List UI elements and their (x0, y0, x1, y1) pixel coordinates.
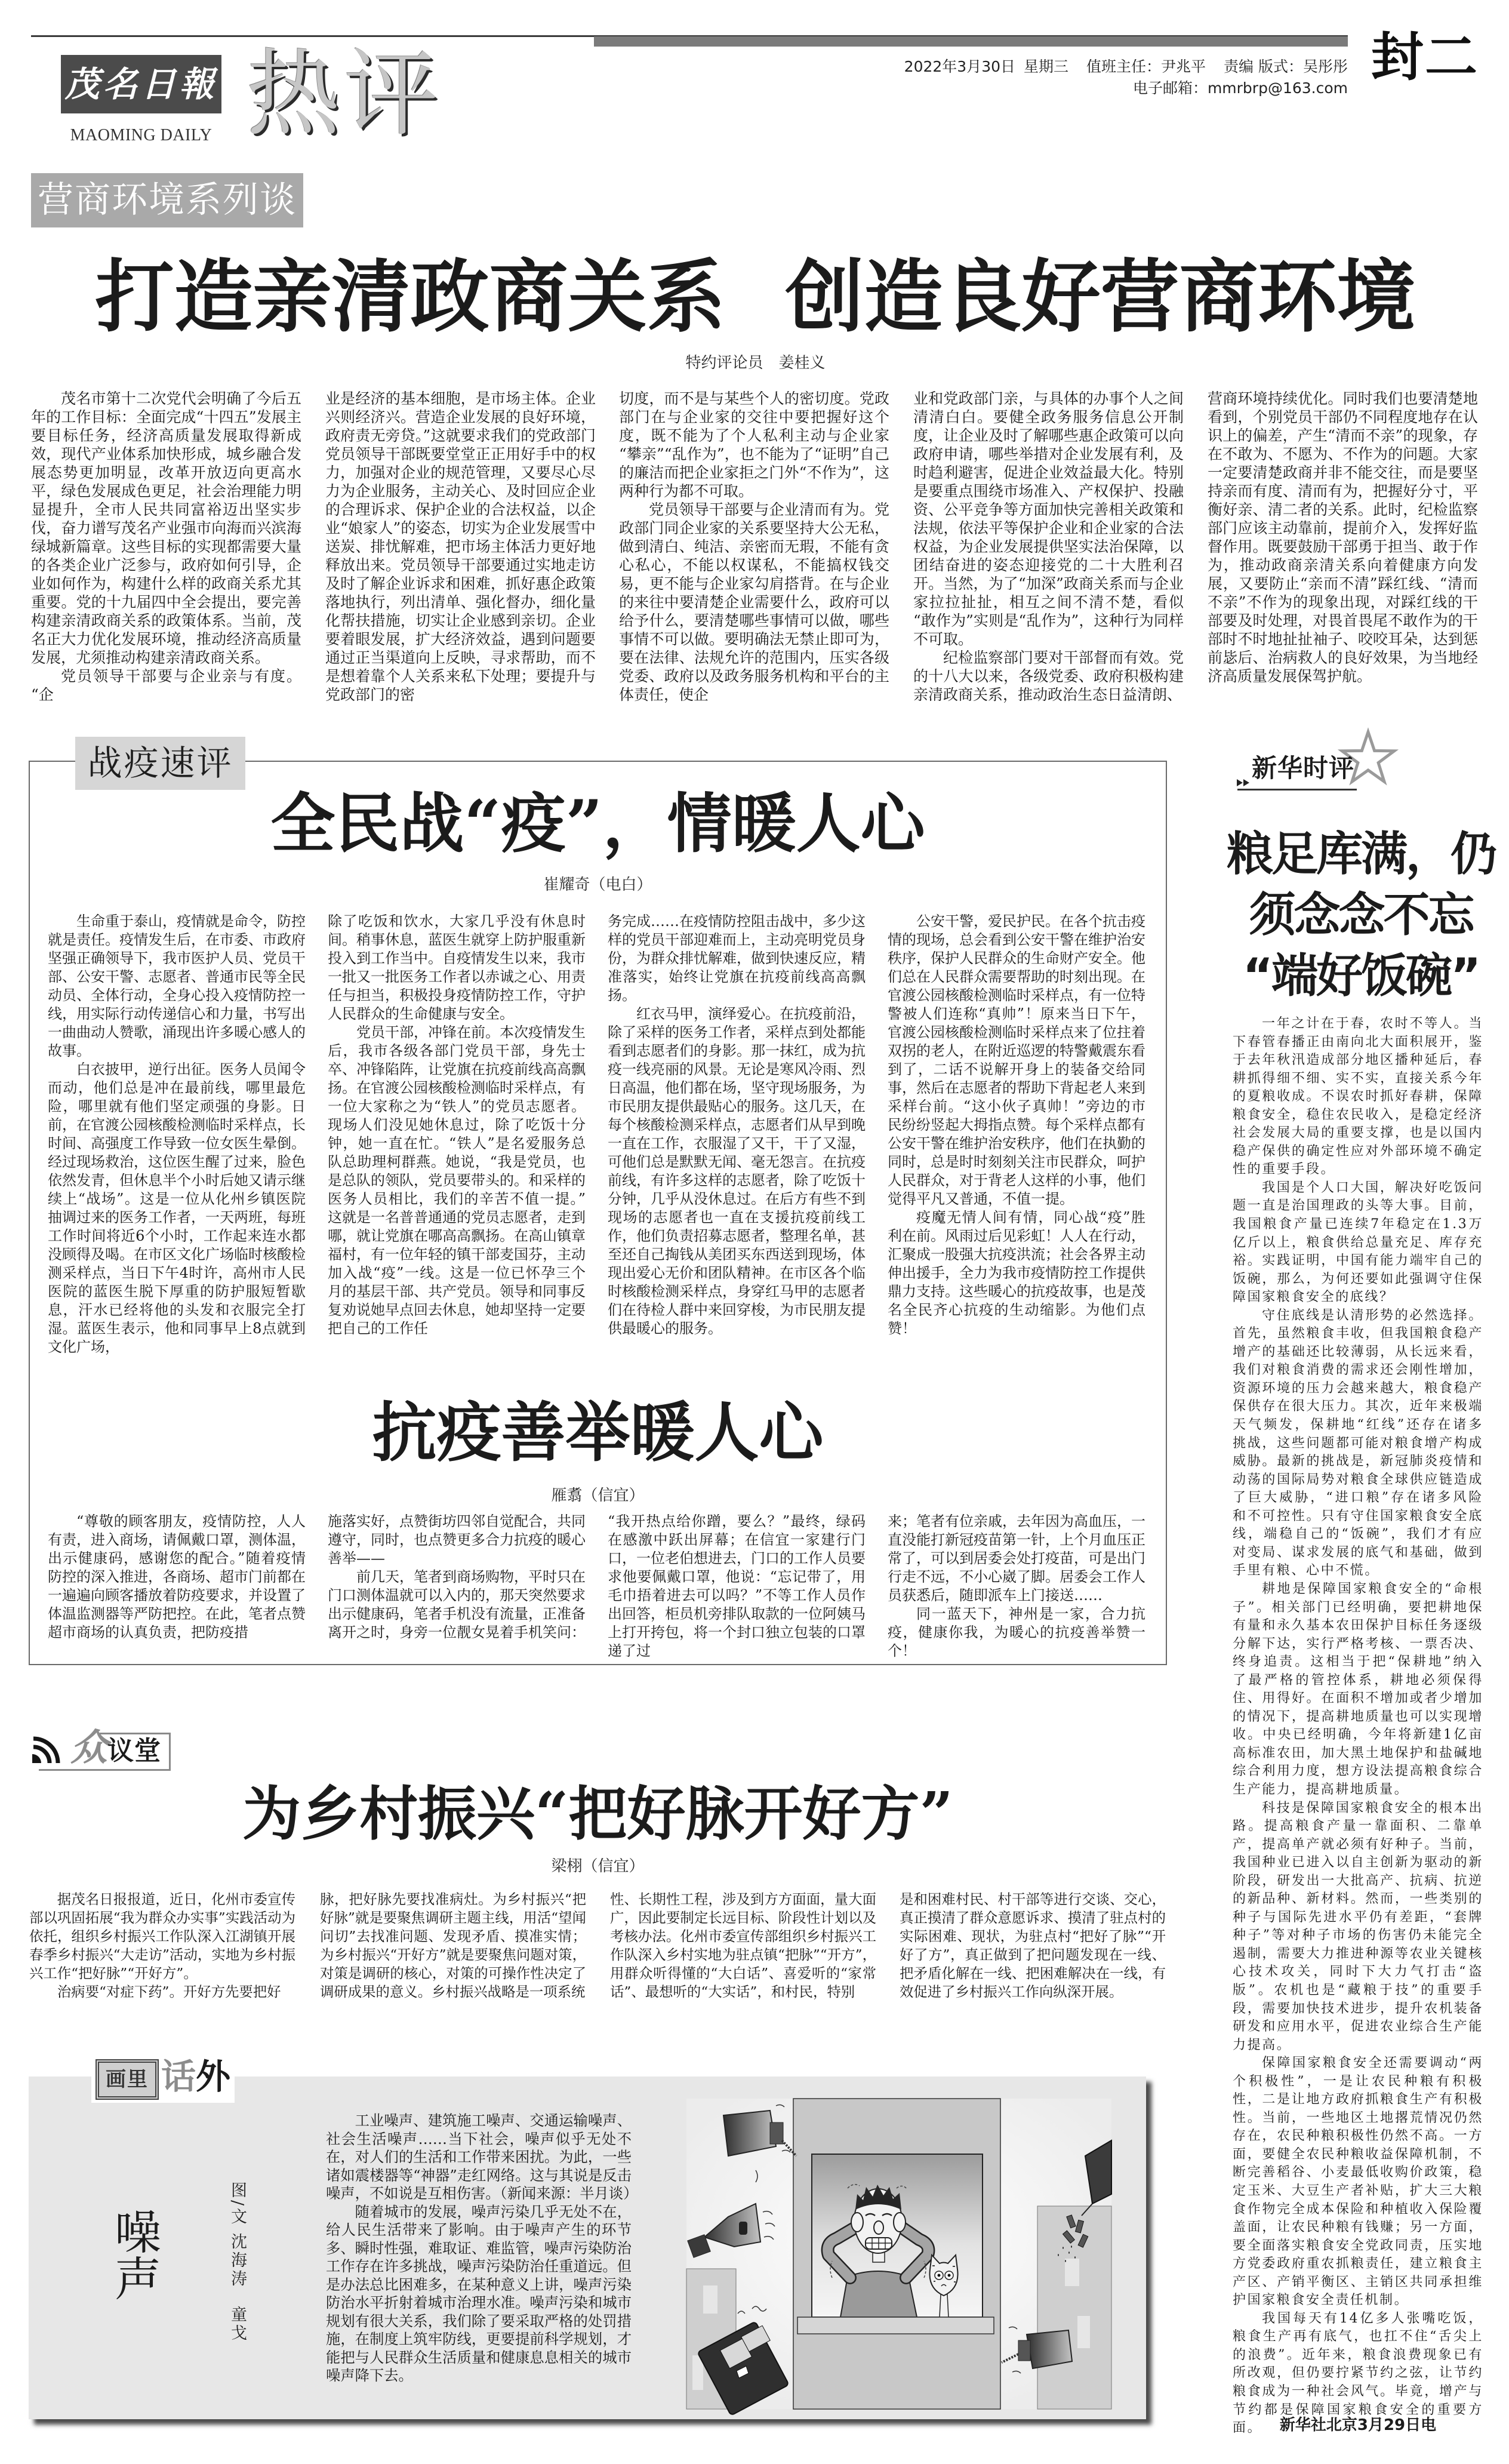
window-sill (797, 2317, 994, 2334)
paragraph: 耕地是保障国家粮食安全的“命根子”。相关部门已经明确，要把耕地保有量和永久基本农田保护目标任务逐级分解下达，实行严格考核、一票否决、终身追责。这相当于把“保耕地”纳入了最严格的管控体系，耕地必须保得住、用得好。在面积不增加或者少增加的情况下，提高耕地质量也可以实现增收。中央已经明确，今年将新建1亿亩高标准农田，加大黑土地保护和盐碱地综合利用力度，想方设法提高粮食综合生产能力，提高耕地质量。 (1233, 1581, 1483, 1797)
noise-cartoon-illustration (686, 2099, 1111, 2409)
label-frame-right (169, 1733, 171, 1771)
paragraph: 务完成……在疫情防控阻击战中，多少这样的党员干部迎难而上，主动亮明党员身份，为群众排忧解难，做到快速反应，精准落实，始终让党旗在抗疫前线高高飘扬。 (608, 913, 866, 1004)
paragraph: 保障国家粮食安全还需要调动“两个积极性”，一是让农民种粮有积极性，二是让地方政府抓粮食生产有积极性。当前，一些地区土地撂荒情况仍然存在，农民种粮积极性仍然不高。一方面，要健全农民种粮收益保障机制，不断完善稻谷、小麦最低收购价政策，稳定玉米、大豆生产者补贴，扩大三大粮食作物完全成本保险和种植收入保险覆盖面，让农民种粮有钱赚；另一方面，要全面落实粮食安全党政同责，压实地方党委政府重农抓粮责任，建立粮食主产区、产销平衡区、主销区共同承担维护国家粮食安全责任机制。 (1233, 2056, 1483, 2308)
paragraph: 来；笔者有位亲戚，去年因为高血压，一直没能打新冠疫苗第一针，上个月血压正常了，可以到居委会处打疫苗，可是出门行走不远，不小心崴了脚。居委会工作人员获悉后，随即派车上门接送…… (888, 1513, 1145, 1604)
headline-epidemic-1: 全民战“疫”，情暖人心 (270, 786, 925, 862)
paragraph: 随着城市的发展，噪声污染几乎无处不在，给人民生活带来了影响。由于噪声产生的环节多、瞬时性强，难取证、难监管，噪声污染防治工作存在许多挑战，噪声污染防治任重道远。但是办法总比困难多，在某种意义上讲，噪声污染防治水平折射着城市治理水准。噪声污染和城市规划有很大关系，我们除了要采取严格的处罚措施，在制度上筑牢防线，更要提前科学规划，才能把与人民群众生活质量和健康息息相关的城市噪声降下去。 (326, 2202, 632, 2384)
paragraph: 纪检监察部门要对干部督而有效。党的十八大以来，各级党委、政府积极构建亲清政商关系，推动政治生态日益清朗、 (913, 649, 1184, 703)
masthead-logo (61, 55, 221, 113)
byline-business: 特约评论员 姜桂义 (685, 354, 826, 372)
byline-epidemic-1: 崔耀奇（电白） (543, 876, 652, 894)
article-column (325, 389, 596, 703)
paragraph: 公安干警，爱民护民。在各个抗击疫情的现场，总会看到公安干警在维护治安秩序，保护人民群众的生命财产安全。他们总在人民群众需要帮助的时刻出现。在官渡公园核酸检测临时采样点，有一位特警被人们连称“真帅”！原来当日下午，官渡公园核酸检测临时采样点来了位拄着双拐的老人，在附近巡逻的特警戴震东看到了，二话不说解开身上的装备交给同事，然后在志愿者的帮助下背起老人来到采样台前。“这小伙子真帅！”旁边的市民纷纷竖起大拇指点赞。每个采样点都有公安干警在维护治安秩序，他们在执勤的同时，总是时时刻刻关注市民群众，呵护人民群众，对于背老人这样的小事，他们觉得平凡又普通，不值一提。 (888, 913, 1145, 1207)
section-label-epidemic: 战疫速评 (75, 737, 245, 790)
article-column (608, 1512, 866, 1659)
byline-epidemic-2: 雁翥（信宜） (551, 1487, 645, 1505)
label-underline (1237, 789, 1357, 790)
paragraph: 同一蓝天下，神州是一家，合力抗疫，健康你我，为暖心的抗疫善举赞一个！ (888, 1605, 1145, 1659)
paragraph: 工业噪声、建筑施工噪声、交通运输噪声、社会生活噪声……当下社会，噪声似乎无处不在，对人们的生活和工作带来困扰。为此，一些诸如震楼器等“神器”走红网络。这与其说是反击噪声，不如说是互相伤害。（新闻来源：半月谈） (326, 2112, 638, 2202)
article-column (328, 1512, 586, 1651)
paragraph: 白衣披甲，逆行出征。医务人员闻令而动，他们总是冲在最前线，哪里最危险，哪里就有他们坚定顽强的身影。日前，在官渡公园核酸检测临时采样点，长时间、高强度工作导致一位女医生晕倒。经过现场救治，这位医生醒了过来，脸色依然发青，但休息半个小时后她又请示继续上“战场”。这是一位从化州乡镇医院抽调过来的医务工作者，一天两班，每班工作时间将近6个小时，工作起来连水都没顾得及喝。在市区文化广场临时核酸检测采样点，当日下午4时许，高州市人民医院的蓝医生脱下厚重的防护服短暂歇息，汗水已经将他的头发和衣服完全打湿。蓝医生表示，他和同事早上8点就到文化广场， (48, 1061, 306, 1355)
paragraph: 守住底线是认清形势的必然选择。首先，虽然粮食丰收，但我国粮食稳产增产的基础还比较薄弱，从长远来看，我们对粮食消费的需求还会刚性增加，资源环境的压力会越来越大，粮食稳产保供存在很大压力。其次，近年来极端天气频发，保耕地“红线”还存在诸多挑战，这些问题都可能对粮食增产构成威胁。最新的挑战是，新冠肺炎疫情和动荡的国际局势对粮食全球供应链造成了巨大威胁，“进口粮”存在诸多风险和不可控性。只有守住国家粮食安全底线，端稳自己的“饭碗”，我们才有应对变局、谋求发展的底气和基础，做到手里有粮、心中不慌。 (1233, 1308, 1483, 1579)
headline-business (31, 251, 1480, 343)
article-column (328, 912, 586, 1360)
article-column (619, 389, 889, 703)
paragraph: 党员领导干部要与企业清而有为。党政部门同企业家的关系要坚持大公无私，做到清白、纯洁、亲密而无瑕，不能有贪心私心，不能以权谋私，不能搞权钱交易，更不能与企业家勾肩搭背。在与企业的来往中要清楚企业需要什么，政府可以给予什么，要清楚哪些事情可以做，哪些事情不可以做。要明确法无禁止即可为，要在法律、法规允许的范围内，压实各级党委、政府以及政务服务机构和平台的主体责任，使企 (619, 501, 889, 703)
article-column (31, 389, 301, 703)
paragraph: “尊敬的顾客朋友，疫情防控，人人有责，进入商场，请佩戴口罩，测体温，出示健康码，感谢您的配合。”随着疫情防控的深入推进，各商场、超市门前都在一遍遍向顾客播放着防疫要求，并设置了体温监测器等严防把控。在此，笔者点赞超市商场的认真负责，把防疫措 (48, 1513, 306, 1641)
headline-line: “端好饭碗” (1242, 949, 1480, 1003)
article-column (608, 912, 866, 1360)
paragraph: 营商环境持续优化。同时我们也要清楚地看到，个别党员干部仍不同程度地存在认识上的偏差，产生“清而不亲”的现象，存在不敢为、不愿为、不作为的问题。大家一定要清楚政商并非不能交往，而是要坚持亲而有度、清而有为，把握好分寸，平衡好亲、清二者的关系。此时，纪检监察部门应该主动靠前，提前介入，发挥好监督作用。既要鼓励干部勇于担当、敢于作为，推动政商亲清关系向着健康方向发展，又要防止“亲而不清”踩红线、“清而不亲”不作为的现象出现，对踩红线的干部要及时处理，对畏首畏尾不敢作为的干部时不时地扯扯袖子、咬咬耳朵，达到惩前毖后、治病救人的良好效果，为当地经济高质量发展保驾护航。 (1208, 390, 1478, 685)
paragraph: 党员干部，冲锋在前。本次疫情发生后，我市各级各部门党员干部，身先士卒、冲锋陷阵，让党旗在抗疫前线高高飘扬。在官渡公园核酸检测临时采样点，有一位大家称之为“铁人”的党员志愿者。现场人们没见她休息过，除了吃饭十分钟，她一直在忙。“铁人”是名爱服务总队总助理柯群燕。她说，“我是党员，也是总队的领队，党员要带头的。和采样的医务人员相比，我们的辛苦不值一提。”这就是一名普普通通的党员志愿者，走到哪，就让党旗在哪高高飘扬。在高山镇章福村，有一位年轻的镇干部麦国芬，主动加入战“疫”一线。这是一位已怀孕三个月的基层干部、共产党员。领导和同事反复劝说她早点回去休息，她却坚持一定要把自己的工作任 (328, 1024, 586, 1337)
paragraph: 我国是个人口大国，解决好吃饭问题一直是治国理政的头等大事。目前，我国粮食产量已连续7年稳定在1.3万亿斤以上，粮食供给总量充足、库存充裕。实践证明，中国有能力端牢自己的饭碗，那么，为何还要如此强调守住保障国家粮食安全的底线？ (1233, 1180, 1483, 1305)
issue-weekday: 星期三 (1024, 58, 1069, 75)
article-column (29, 1890, 295, 2007)
headline-line: 粮足库满，仍 (1226, 828, 1495, 881)
paragraph: “我开热点给你蹭，要么？”最终，绿码在感激中跃出屏幕；在信宜一家建行门口，一位老伯想进去，门口的工作人员要求他要佩戴口罩，他说：“忘记带了，用毛巾捂着进去可以吗？”不等工作人员作出回答，柜员机旁排队取款的一位阿姨马上打开挎包，将一个封口独立包装的口罩递了过 (608, 1513, 866, 1659)
paragraph: 切度，而不是与某些个人的密切度。党政部门在与企业家的交往中要把握好这个度，既不能为了个人私利主动与企业家“攀亲”“乱作为”，也不能为了“证明”自己的廉洁而把企业家拒之门外“不作为”，这两种行为都不可取。 (619, 390, 889, 500)
paragraph: 性、长期性工程，涉及到方方面面，量大面广，因此要制定长远目标、阶段性计划以及考核办法。化州市委宣传部组织乡村振兴工作队深入乡村实地为驻点镇“把脉”“开方”，用群众听得懂的“大白话”、喜爱听的“家常话”、最想听的“大实话”，和村民，特别 (610, 1891, 876, 2000)
cartoon-commentary (326, 2112, 638, 2392)
series-label: 营商环境系列谈 (31, 173, 303, 227)
paragraph: 茂名市第十二次党代会明确了今后五年的工作目标：全面完成“十四五”发展主要目标任务，经济高质量发展取得新成效，现代产业体系加快形成，城乡融合发展态势更加明显，改革开放迈向更高水平，绿色发展成色更足，社会治理能力明显提升，全市人民共同富裕迈出坚实步伐，奋力谱写茂名产业强市向海而兴滨海绿城新篇章。这些目标的实现都需要大量的各类企业广泛参与，政府如何引导，企业如何作为，构建什么样的政商关系尤其重要。党的十九届四中全会提出，要完善构建亲清政商关系的政策体系。当前，茂名正大力优化发展环境，推动经济高质量发展，尤须推动构建亲清政商关系。 (31, 390, 301, 666)
logo-chinese: 茂名日報 (64, 64, 218, 104)
paragraph: 党员领导干部要与企业亲与有度。“企 (31, 667, 301, 703)
forum-label-lead: 众 (70, 1725, 108, 1769)
headline-epidemic-2: 抗疫善举暖人心 (372, 1395, 824, 1471)
paragraph: 红衣马甲，演绎爱心。在抗疫前沿，除了采样的医务工作者，采样点到处都能看到志愿者们的身影。那一抹红，成为抗疫一线亮丽的风景。无论是寒风冷雨、烈日高温，他们都在场，坚守现场服务，为市民朋友提供最贴心的服务。这几天，在每个核酸检测采样点，志愿者们从早到晚一直在工作，衣服湿了又干，干了又湿，可他们总是默默无闻、毫无怨言。在抗疫前线，有许多这样的志愿者，除了吃饭十分钟，几乎从没休息过。在后方有些不到现场的志愿者也一直在支援抗疫前线工作，他们负责招募志愿者，整理名单，甚至还自己掏钱从美团买东西送到现场，体现出爱心无价和团队精神。在市区各个临时核酸检测采样点，身穿红马甲的志愿者们在待检人群中来回穿梭，为市民朋友提供最暖心的服务。 (608, 1005, 866, 1337)
right-building (1037, 2206, 1111, 2409)
paragraph: 脉，把好脉先要找准病灶。为乡村振兴“把好脉”就是要聚焦调研主题主线，用活“望闻问切”去找准问题、发现矛盾、摸准实情；为乡村振兴“开好方”就是要聚焦问题对策，对策是调研的核心，对策的可操作性决定了调研成果的意义。乡村振兴战略是一项系统 (320, 1891, 586, 2000)
paragraph: 生命重于泰山，疫情就是命令，防控就是责任。疫情发生后，在市委、市政府坚强正确领导下，我市医护人员、党员干部、公安干警、志愿者、普通市民等全民动员、全体行动，全身心投入疫情防控一线，用实际行动传递信心和力量，书写出一曲曲动人赞歌，涌现出许多暖心感人的故事。 (48, 913, 306, 1059)
paragraph: 除了吃饭和饮水，大家几乎没有休息时间。稍事休息，蓝医生就穿上防护服重新投入到工作当中。自疫情发生以来，我市一批又一批医务工作者以赤诚之心、用责任与担当，积极投身疫情防控工作，守护人民群众的生命健康与安全。 (328, 913, 586, 1022)
issue-info (746, 58, 1348, 76)
cartoon-credit-name: 沈海涛 (228, 2233, 247, 2288)
cartoon-credit-name: 童戈 (228, 2306, 247, 2343)
paragraph: 据茂名日报报道，近日，化州市委宣传部以巩固拓展“我为群众办实事”实践活动为依托，组织乡村振兴工作队深入江湖镇开展春季乡村振兴“大走访”活动，实地为乡村振兴工作“把好脉”“开好方”。 (29, 1891, 295, 1982)
article-column (610, 1890, 876, 2007)
paragraph: 业和党政部门亲，与具体的办事个人之间清清白白。要健全政务服务信息公开制度，让企业及时了解哪些惠企政策可以向政府申请，哪些举措对企业发展有利，及时趋利避害，促进企业效益最大化。特别是要重点围绕市场准入、产权保护、投融资、公平竞争等方面加快完善相关政策和法规，依法平等保护企业和企业家的合法权益，为企业发展提供坚实法治保障，以团结奋进的姿态迎接党的二十大胜利召开。当然，为了“加深”政商关系而与企业家拉拉扯扯，相互之间不清不楚，看似“敢作为”实则是“乱作为”，这种行为同样不可取。 (913, 390, 1184, 648)
paragraph: 疫魔无情人间有情，同心战“疫”胜利在前。风雨过后见彩虹！人人在行动，汇聚成一股强大抗疫洪流；社会各界主动伸出援手，全力为我市疫情防控工作提供鼎力支持。这些暖心的抗疫故事，也是茂名全民齐心抗疫的生动缩影。为他们点赞！ (888, 1209, 1145, 1337)
article-column (1208, 389, 1478, 688)
headline-xinhua (1224, 824, 1498, 1007)
cartoon-title: 噪声 (107, 2208, 161, 2301)
label-frame-bottom (39, 1769, 171, 1771)
editor-layout: 责编 版式：吴彤彤 (1224, 58, 1348, 75)
label-frame-top (100, 1733, 170, 1734)
duty-chief: 值班主任：尹兆平 (1086, 58, 1206, 75)
headline-line: 须念念不忘 (1249, 888, 1473, 942)
forum-label-rest: 议堂 (107, 1736, 161, 1766)
article-column (48, 912, 306, 1360)
top-gray-bar (594, 36, 1348, 47)
paragraph: 一年之计在于春，农时不等人。当下春管春播正由南向北大面积展开，鉴于去年秋汛造成部分地区播种延后，春耕抓得细不细、实不实，直接关系今年的夏粮收成。不误农时抓好春耕，保障粮食安全，稳住农民收入，是稳定经济社会发展大局的重要支撑，也是以国内稳产保供的确定性应对外部环境不确定性的重要手段。 (1233, 1016, 1483, 1177)
dateline: 新华社北京3月29日电 (1279, 2416, 1437, 2434)
article-column (888, 912, 1145, 1360)
paragraph: 业是经济的基本细胞，是市场主体。企业兴则经济兴。营造企业发展的良好环境，政府责无旁贷。”这就要求我们的党政部门党员领导干部既要堂堂正正用好手中的权力，加强对企业的规范管理，又要尽心尽力为企业服务，主动关心、及时回应企业的合理诉求、保护企业的合法权益，以企业“娘家人”的姿态，切实为企业发展雪中送炭、排忧解难，把市场主体活力更好地释放出来。党员领导干部要通过实地走访及时了解企业诉求和困难，抓好惠企政策落地执行，列出清单、强化督办，细化量化帮扶措施，切实让企业感到亲切。企业要着眼发展，扩大经济效益，遇到问题要通过正当渠道向上反映，寻求帮助，而不是想着靠个人关系来私下处理；要提升与党政部门的密 (325, 390, 596, 703)
paragraph: 施落实好，点赞街坊四邻自觉配合，共同遵守，同时，也点赞更多合力抗疫的暖心善举—— (328, 1513, 586, 1567)
paragraph: 科技是保障国家粮食安全的根本出路。提高粮食产量一靠面积、二靠单产，提高单产就必须有好种子。当前，我国种业已进入以自主创新为驱动的新阶段，研发出一大批高产、抗病、抗逆的新品种、新材料。然而，一些类别的种子与国际先进水平仍有差距，“套牌种子”等对种子市场的伤害仍未能完全遏制，需要大力推进种源等农业关键核心技术攻关，同时下大力气打击“盗版”。农机也是“藏粮于技”的重要手段，需要加快技术进步，提升农机装备研发和应用水平，促进农业综合生产能力提高。 (1233, 1800, 1483, 2053)
paragraph: 是和困难村民、村干部等进行交谈、交心，真正摸清了群众意愿诉求、摸清了驻点村的实际困难、现状，为驻点村“把好了脉”“开好了方”，真正做到了把问题发现在一线、把矛盾化解在一线、把困难解决在一线，有效促进了乡村振兴工作向纵深开展。 (900, 1891, 1166, 2000)
cartoon-label-stamp: 画里 (96, 2059, 159, 2100)
article-column (900, 1890, 1166, 2007)
headline-part: 创造良好营商环境 (785, 251, 1416, 343)
page-label: 封二 (1371, 26, 1479, 88)
issue-date: 2022年3月30日 (904, 58, 1016, 75)
contact-email: 电子邮箱：mmrbrp@163.com (1132, 79, 1348, 97)
section-name: 热评 (246, 39, 442, 149)
cartoon-credit-role: 图/文 (228, 2182, 247, 2227)
column-label-xinhua: 新华时评 (1252, 753, 1355, 783)
article-column (48, 1512, 306, 1651)
broadcast-icon (31, 1736, 61, 1764)
byline-forum: 梁栩（信宜） (551, 1857, 645, 1875)
logo-english: MAOMING DAILY (70, 126, 213, 144)
cartoon-label-rest: 话外 (161, 2056, 231, 2097)
paragraph: 我国每天有14亿多人张嘴吃饭，粮食生产再有底气，也扛不住“舌尖上的浪费”。近年来，粮食浪费现象已有所改观，但仍要拧紧节约之弦，让节约粮食成为一种社会风气。毕竟，增产与节约都是保障国家粮食安全的重要方面。 (1233, 2311, 1483, 2436)
chevron-right-icon (1236, 778, 1252, 788)
article-column (888, 1512, 1145, 1659)
paragraph: 治病要“对症下药”。开好方先要把好 (57, 1983, 281, 2000)
article-column (320, 1890, 586, 2007)
headline-forum: 为乡村振兴“把好脉开好方” (242, 1780, 953, 1848)
headline-part: 打造亲清政商关系 (95, 251, 726, 343)
article-column (913, 389, 1184, 703)
paragraph: 前几天，笔者到商场购物，平时只在门口测体温就可以入内的，那天突然要求出示健康码，笔者手机没有流量，正准备离开之时，身旁一位靓女晃着手机笑问： (328, 1568, 586, 1641)
